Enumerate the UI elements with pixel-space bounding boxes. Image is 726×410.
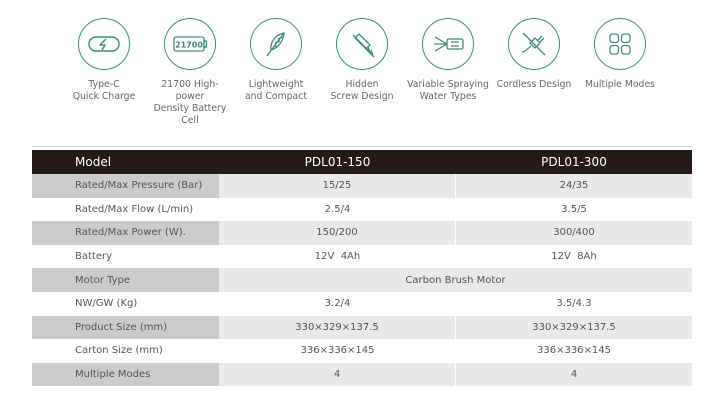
feature-label: Variable Spraying Water Types [407, 79, 489, 102]
feature-icons-row [62, 18, 662, 126]
row-value-300: 336×336×145 [536, 345, 612, 357]
table-row [32, 174, 692, 198]
feature-type-c [62, 18, 146, 103]
screw-icon [336, 18, 388, 70]
row-value-300: 12V 8Ah [551, 251, 597, 263]
header-model: Model [32, 150, 219, 174]
feature-label: Hidden Screw Design [330, 79, 394, 102]
row-value-merged: Carbon Brush Motor [219, 268, 692, 292]
header-pdl01-300: PDL01-300 [456, 150, 692, 174]
feature-variable-spraying [406, 18, 490, 103]
row-label: Rated/Max Power (W). [32, 221, 219, 245]
row-value-150: 330×329×137.5 [219, 316, 456, 340]
table-row [32, 198, 692, 222]
row-value-300: 3.5/5 [561, 203, 587, 215]
row-label: Rated/Max Pressure (Bar) [32, 174, 219, 198]
row-label: Rated/Max Flow (L/min) [75, 203, 194, 215]
feature-label: 21700 High-power Density Battery Cell [153, 79, 227, 126]
feature-icon [250, 18, 302, 70]
type-c-charge-icon [78, 18, 130, 70]
row-value-150: 12V 4Ah [314, 251, 361, 263]
row-label: Battery [75, 251, 113, 263]
row-value-300: 4 [456, 363, 692, 387]
feature-hidden-screw [320, 18, 404, 103]
row-value-300: 3.5/4.3 [556, 298, 592, 310]
spec-header-row [32, 150, 692, 174]
feature-multiple-modes [578, 18, 662, 91]
row-label: Motor Type [32, 268, 219, 292]
header-pdl01-150: PDL01-150 [219, 150, 456, 174]
row-value-150: 3.2/4 [324, 298, 351, 310]
table-row [32, 316, 692, 340]
feature-label: Type-C Quick Charge [72, 79, 136, 102]
table-row [32, 268, 692, 292]
feature-lightweight [234, 18, 318, 103]
row-value-150: 2.5/4 [324, 203, 351, 215]
feature-label: Cordless Design [496, 79, 572, 90]
feature-label: Multiple Modes [584, 79, 656, 90]
row-value-300: 24/35 [456, 174, 692, 198]
battery-21700-icon [164, 18, 216, 70]
row-label: Product Size (mm) [32, 316, 219, 340]
spray-nozzle-icon [422, 18, 474, 70]
section-divider [32, 146, 692, 147]
modes-grid-icon [594, 18, 646, 70]
table-row [32, 245, 692, 269]
row-value-300: 330×329×137.5 [456, 316, 692, 340]
battery-icon-text: 21700 [175, 40, 203, 50]
table-row [32, 363, 692, 387]
row-value-150: 4 [219, 363, 456, 387]
row-value-150: 150/200 [219, 221, 456, 245]
row-value-300: 300/400 [456, 221, 692, 245]
row-label: Multiple Modes [32, 363, 219, 387]
feature-battery [148, 18, 232, 127]
table-row [32, 292, 692, 316]
spec-table [32, 150, 692, 386]
row-label: Carton Size (mm) [75, 345, 163, 357]
feature-cordless [492, 18, 576, 91]
row-value-150: 15/25 [219, 174, 456, 198]
feature-label: Lightweight and Compact [244, 79, 308, 102]
table-row [32, 339, 692, 363]
row-label: NW/GW (Kg) [75, 298, 138, 310]
cordless-plug-icon [508, 18, 560, 70]
row-value-150: 336×336×145 [300, 345, 375, 357]
table-row [32, 221, 692, 245]
